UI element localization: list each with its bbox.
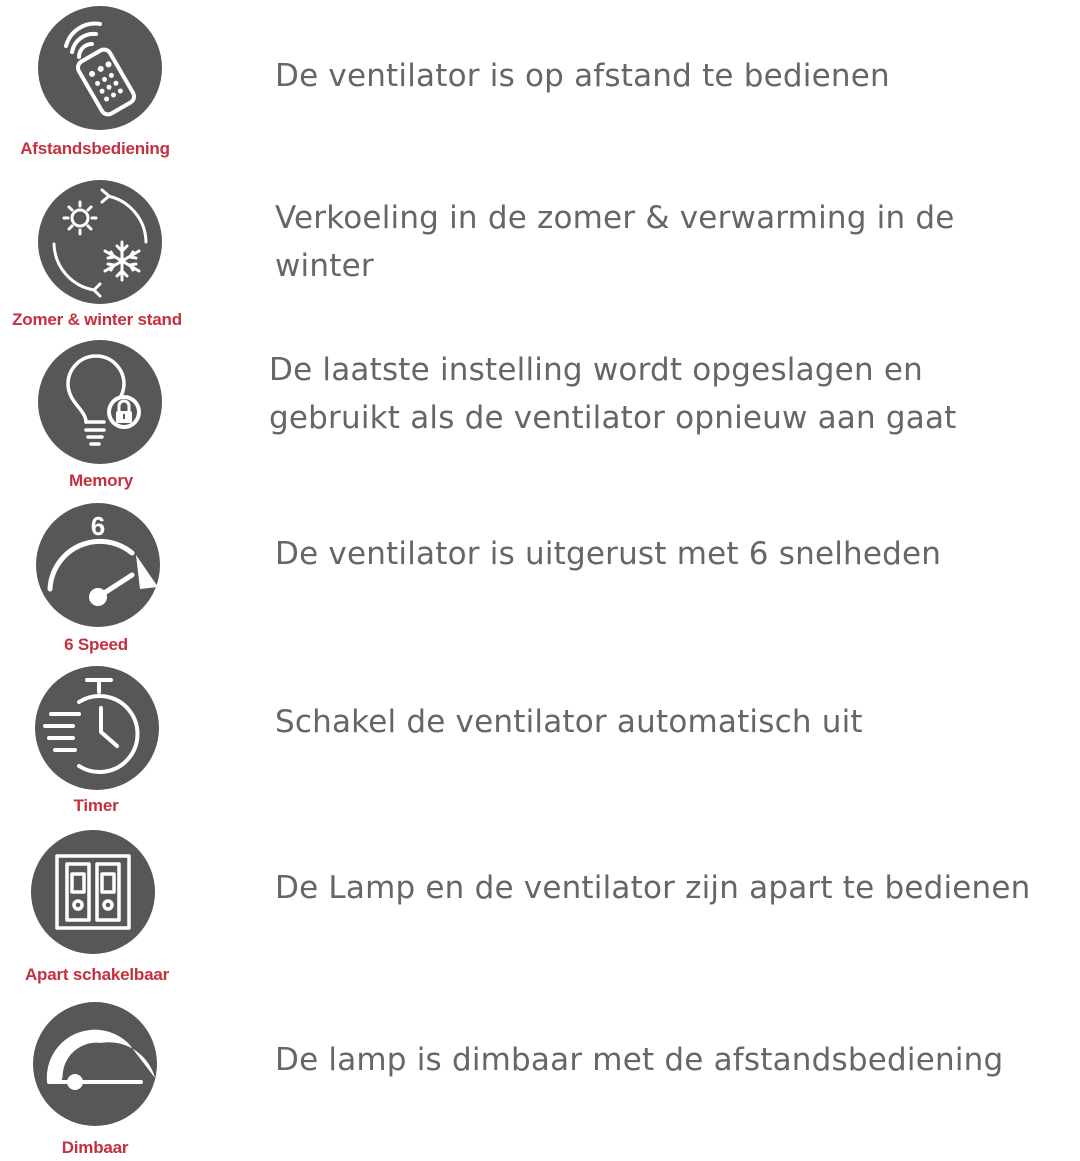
icon-label: Zomer & winter stand [12, 310, 182, 329]
dimmer-icon [33, 1002, 157, 1126]
speedometer-icon [36, 503, 160, 627]
double-switch-icon [31, 830, 155, 954]
feature-description: De ventilator is op afstand te bedienen [275, 58, 890, 94]
summer-winter-icon [38, 180, 162, 304]
icon-label: Memory [69, 471, 133, 490]
feature-description: De ventilator is uitgerust met 6 snelheden [275, 536, 942, 572]
remote-control-icon [38, 6, 162, 130]
icon-label: Timer [73, 796, 119, 815]
icon-label: Afstandsbediening [20, 139, 170, 158]
speed-number: 6 [90, 511, 106, 541]
icon-label: 6 Speed [64, 635, 128, 654]
feature-description: Schakel de ventilator automatisch uit [275, 704, 863, 740]
feature-description: De laatste instelling wordt opgeslagen en gebruikt als de ventilator opnieuw aan gaat [269, 352, 957, 436]
timer-icon [35, 666, 159, 790]
feature-description: De lamp is dimbaar met de afstandsbediening [275, 1042, 1004, 1078]
feature-description: De Lamp en de ventilator zijn apart te bedienen [275, 870, 1031, 906]
icon-label: Dimbaar [61, 1138, 129, 1157]
memory-bulb-lock-icon [38, 340, 162, 464]
feature-description: Verkoeling in de zomer & verwarming in de winter [275, 200, 955, 284]
icon-label: Apart schakelbaar [24, 965, 169, 984]
